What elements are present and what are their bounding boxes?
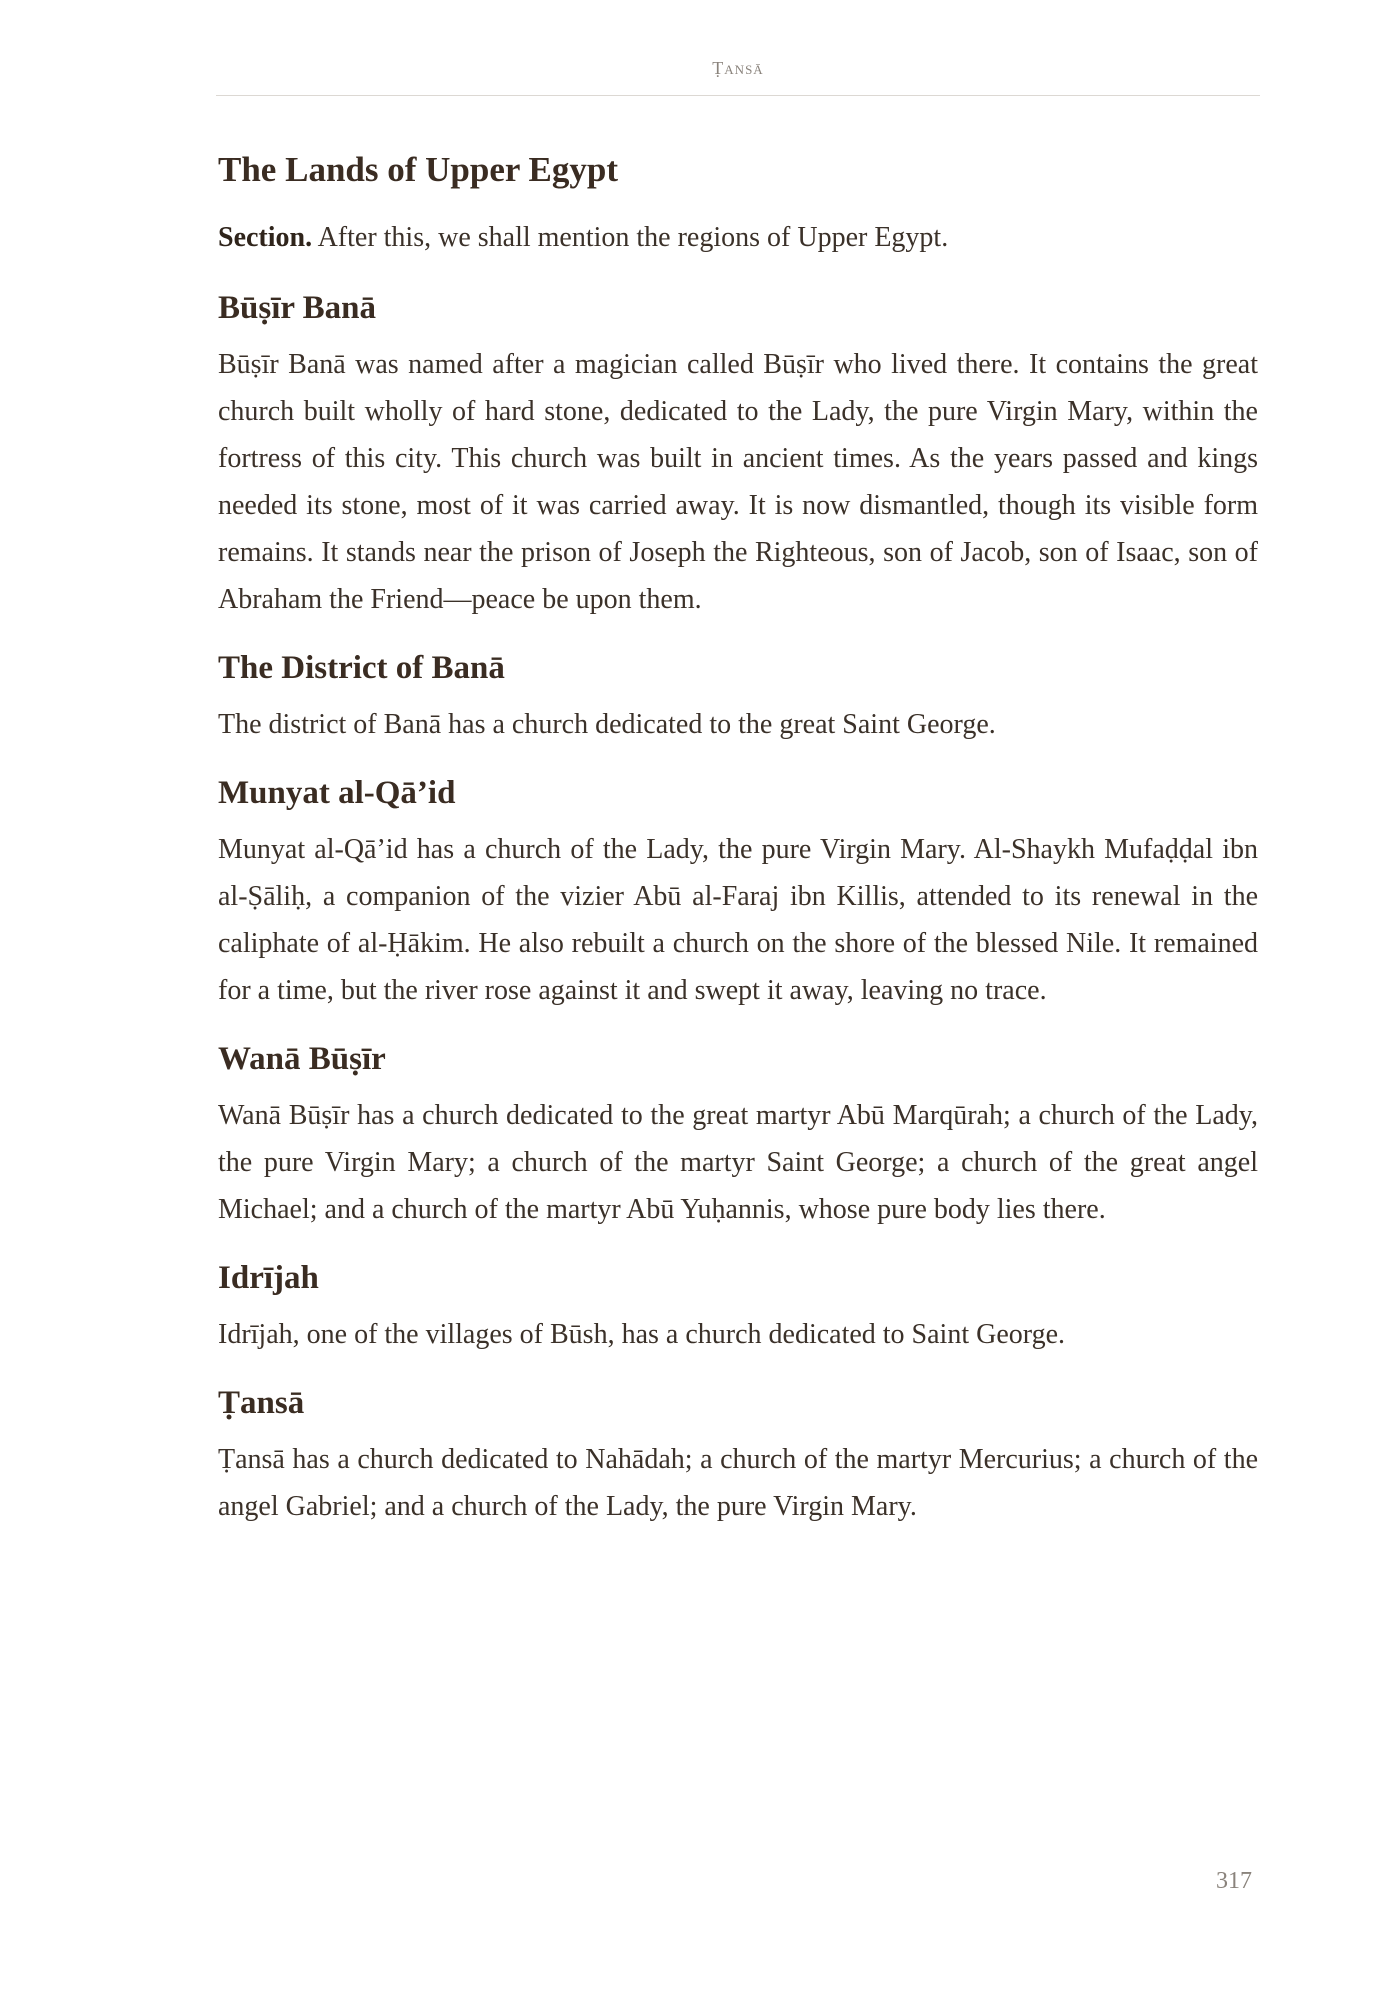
section-heading-tansa: Ṭansā: [218, 1385, 305, 1421]
intro-text: After this, we shall mention the regions of Upper Egypt.: [312, 222, 949, 253]
intro-paragraph: [218, 214, 1258, 261]
page-body: [218, 148, 1258, 1554]
section-heading-busir-bana: Būṣīr Banā: [218, 290, 377, 326]
section-heading-idrijah: Idrījah: [218, 1260, 319, 1296]
section-text-wana-busir: Wanā Būṣīr has a church dedicated to the great martyr Abū Marqūrah; a church of the Lady, the pure Virgin Mary; a church of the martyr Saint George; a church of the great angel Michael; and a church of the martyr Abū Yuḥannis, whose pure body lies there.: [218, 1100, 1258, 1225]
section-heading-district-of-bana: The District of Banā: [218, 650, 505, 686]
header-divider: [216, 95, 1260, 96]
section-heading-wana-busir: Wanā Būṣīr: [218, 1041, 386, 1077]
running-head: Ṭansā: [712, 58, 764, 78]
section-text-busir-bana: Būṣīr Banā was named after a magician called Būṣīr who lived there. It contains the great church built wholly of hard stone, dedicated to the Lady, the pure Virgin Mary, within the fortress of this city. This church was built in ancient times. As the years passed and kings needed its stone, most of it was carried away. It is now dismantled, though its visible form remains. It stands near the prison of Joseph the Righteous, son of Jacob, son of Isaac, son of Abraham the Friend—peace be upon them.: [218, 349, 1258, 615]
chapter-title: The Lands of Upper Egypt: [218, 150, 619, 189]
section-text-munyat-al-qaid: Munyat al-Qā’id has a church of the Lady, the pure Virgin Mary. Al-Shaykh Mufaḍḍal ibn al-Ṣāliḥ, a companion of the vizier Abū al-Faraj ibn Killis, attended to its renewal in the caliphate of al-Ḥākim. He also rebuilt a church on the shore of the blessed Nile. It remained for a time, but the river rose against it and swept it away, leaving no trace.: [218, 834, 1258, 1006]
intro-lead: Section.: [218, 222, 313, 253]
section-heading-munyat-al-qaid: Munyat al-Qā’id: [218, 775, 456, 811]
page-number: 317: [1216, 1868, 1252, 1894]
section-text-idrijah: Idrījah, one of the villages of Būsh, has a church dedicated to Saint George.: [218, 1319, 1066, 1350]
section-text-tansa: Ṭansā has a church dedicated to Nahādah; a church of the martyr Mercurius; a church of the angel Gabriel; and a church of the Lady, the pure Virgin Mary.: [218, 1444, 1258, 1522]
section-text-district-of-bana: The district of Banā has a church dedicated to the great Saint George.: [218, 709, 996, 740]
